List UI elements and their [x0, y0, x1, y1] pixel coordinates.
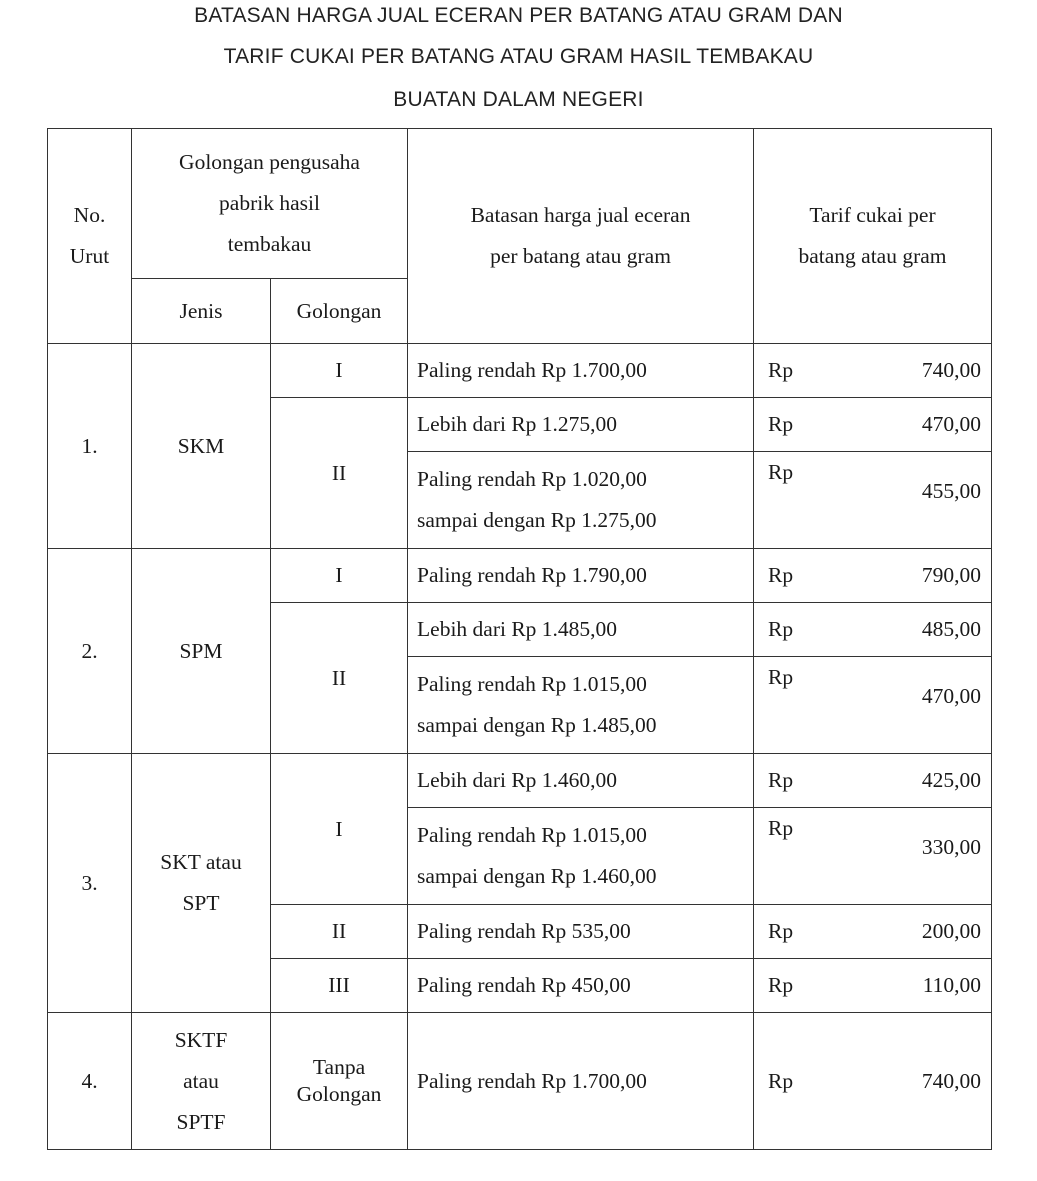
price-limit [408, 657, 754, 754]
row-number: 3. [48, 754, 132, 1013]
price-limit: Paling rendah Rp 1.700,00 [408, 344, 754, 398]
row-golongan: II [271, 398, 408, 549]
header-no-urut [48, 129, 132, 344]
tariff-amount: 485,00 [921, 617, 982, 641]
row-golongan: I [271, 754, 408, 905]
row-jenis-line-2: atau [183, 1068, 219, 1093]
price-limit: Lebih dari Rp 1.275,00 [408, 398, 754, 452]
row-golongan: III [271, 959, 408, 1013]
header-golongan-pengusaha-line-2: pabrik hasil [219, 191, 320, 215]
header-row [48, 129, 992, 279]
header-batasan-line-2: per batang atau gram [490, 244, 671, 268]
row-number: 4. [48, 1013, 132, 1150]
price-limit-line-2: sampai dengan Rp 1.275,00 [417, 508, 657, 532]
currency-label: Rp [768, 1068, 794, 1093]
row-golongan: II [271, 603, 408, 754]
document-title-line-3: BUATAN DALAM NEGERI [393, 88, 644, 111]
price-limit-line-2: sampai dengan Rp 1.460,00 [417, 864, 657, 888]
price-limit: Lebih dari Rp 1.485,00 [408, 603, 754, 657]
price-limit [408, 452, 754, 549]
price-limit-line-2: sampai dengan Rp 1.485,00 [417, 713, 657, 737]
currency-label: Rp [768, 460, 794, 484]
header-golongan-pengusaha [132, 129, 408, 279]
row-golongan: I [271, 549, 408, 603]
currency-label: Rp [768, 358, 794, 382]
document-title-line-2: TARIF CUKAI PER BATANG ATAU GRAM HASIL TEMBAKAU [223, 45, 814, 68]
table-row [48, 344, 992, 398]
tariff-cell [754, 1013, 992, 1150]
tariff-amount: 330,00 [921, 835, 982, 859]
header-golongan-pengusaha-line-1: Golongan pengusaha [179, 150, 360, 174]
row-jenis-line-1: SKT atau [160, 850, 242, 874]
tariff-amount: 740,00 [921, 358, 982, 382]
header-batasan-line-1: Batasan harga jual eceran [470, 203, 691, 227]
tariff-amount: 200,00 [921, 919, 982, 943]
currency-label: Rp [768, 973, 794, 997]
header-tarif-line-2: batang atau gram [798, 244, 947, 268]
header-golongan-pengusaha-line-3: tembakau [227, 232, 312, 256]
header-tarif-line-1: Tarif cukai per [809, 203, 936, 227]
header-batasan-harga [408, 129, 754, 344]
row-golongan-line-2: Golongan [296, 1082, 382, 1106]
table-row [48, 754, 992, 808]
price-limit: Paling rendah Rp 1.700,00 [408, 1013, 754, 1150]
tariff-cell [754, 549, 992, 603]
row-jenis-line-1: SKTF [174, 1027, 228, 1052]
document-title-line-1: BATASAN HARGA JUAL ECERAN PER BATANG ATAU GRAM DAN [194, 4, 843, 27]
row-jenis [132, 1013, 271, 1150]
row-golongan: I [271, 344, 408, 398]
price-limit-line-1: Paling rendah Rp 1.015,00 [417, 672, 647, 696]
tariff-cell [754, 603, 992, 657]
price-limit: Paling rendah Rp 535,00 [408, 905, 754, 959]
table-row [48, 549, 992, 603]
price-limit: Lebih dari Rp 1.460,00 [408, 754, 754, 808]
price-limit: Paling rendah Rp 450,00 [408, 959, 754, 1013]
price-limit [408, 808, 754, 905]
header-tarif-cukai [754, 129, 992, 344]
header-no-urut-line-1: No. [73, 203, 106, 227]
header-jenis: Jenis [132, 279, 271, 344]
tariff-amount: 425,00 [921, 768, 982, 792]
currency-label: Rp [768, 919, 794, 943]
currency-label: Rp [768, 665, 794, 689]
row-golongan-line-1: Tanpa [312, 1055, 366, 1079]
tariff-amount: 740,00 [921, 1068, 982, 1093]
tariff-amount: 110,00 [922, 973, 982, 997]
price-limit-line-1: Paling rendah Rp 1.020,00 [417, 467, 647, 491]
tariff-cell [754, 344, 992, 398]
tariff-cell [754, 808, 992, 905]
price-limit-line-1: Paling rendah Rp 1.015,00 [417, 823, 647, 847]
header-golongan: Golongan [271, 279, 408, 344]
currency-label: Rp [768, 768, 794, 792]
tariff-cell [754, 657, 992, 754]
row-jenis [132, 754, 271, 1013]
currency-label: Rp [768, 617, 794, 641]
row-jenis-line-2: SPT [182, 891, 220, 915]
currency-label: Rp [768, 563, 794, 587]
row-number: 1. [48, 344, 132, 549]
header-no-urut-line-2: Urut [69, 244, 110, 268]
row-jenis: SPM [132, 549, 271, 754]
row-golongan [271, 1013, 408, 1150]
tariff-table [47, 128, 992, 1150]
tariff-cell [754, 905, 992, 959]
tariff-cell [754, 754, 992, 808]
row-golongan: II [271, 905, 408, 959]
row-number: 2. [48, 549, 132, 754]
tariff-amount: 470,00 [921, 412, 982, 436]
currency-label: Rp [768, 816, 794, 840]
row-jenis-line-3: SPTF [176, 1109, 226, 1134]
tariff-amount: 455,00 [921, 479, 982, 503]
tariff-amount: 470,00 [921, 684, 982, 708]
row-jenis: SKM [132, 344, 271, 549]
tariff-cell [754, 398, 992, 452]
tariff-cell [754, 452, 992, 549]
currency-label: Rp [768, 412, 794, 436]
price-limit: Paling rendah Rp 1.790,00 [408, 549, 754, 603]
table-row [48, 1013, 992, 1150]
tariff-cell [754, 959, 992, 1013]
tariff-amount: 790,00 [921, 563, 982, 587]
